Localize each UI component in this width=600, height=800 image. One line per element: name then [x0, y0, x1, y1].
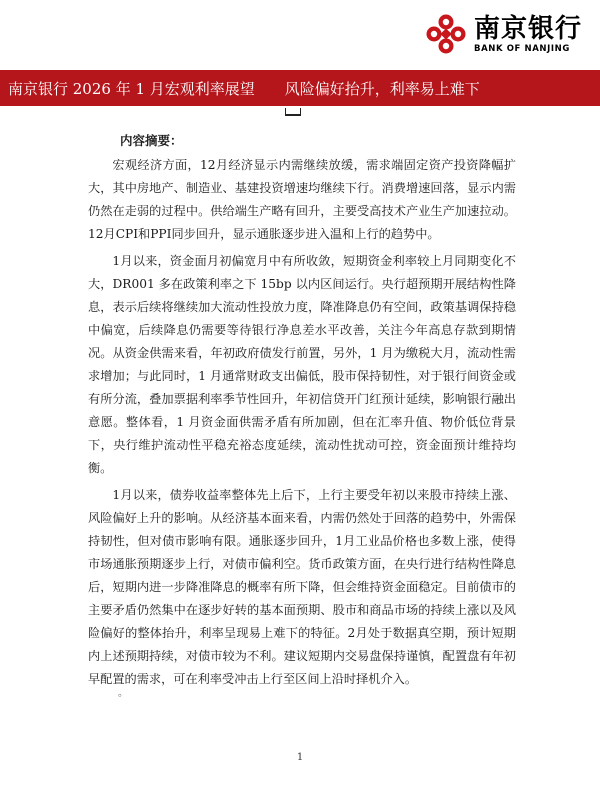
title-banner [0, 70, 600, 106]
page-header [0, 0, 600, 68]
paragraph-bonds: 1月以来，债券收益率整体先上后下，上行主要受年初以来股市持续上涨、风险偏好上升的影响。从经济基本面来看，内需仍然处于回落的趋势中，外需保持韧性，但对债市影响有限。通胀逐步回升，1月工业品价格也多数上涨，使得市场通胀预期逐步上行，对债市偏利空。货币政策方面，在央行进行结构性降息后，短期内进一步降准降息的概率有所下降，但会维持资金面稳定。目前债市的主要矛盾仍然集中在逐步好转的基本面预期、股市和商品市场的持续上涨以及风险偏好的整体抬升，利率呈现易上难下的特征。2月处于数据真空期，预计短期内上述预期持续，对债市较为不利。建议短期内交易盘保持谨慎，配置盘有年初早配置的需求，可在利率受冲击上行至区间上沿时择机介入。 [88, 488, 516, 686]
report-subtitle: 风险偏好抬升，利率易上难下 [284, 79, 480, 98]
bank-logo [424, 12, 582, 56]
report-title: 南京银行 2026 年 1 月宏观利率展望 [8, 79, 255, 98]
summary-heading: 内容摘要： [120, 133, 183, 148]
logo-chinese-name: 南京银行 [473, 14, 582, 44]
logo-text [474, 14, 582, 54]
logo-english-name: BANK OF NANJING [473, 44, 570, 54]
stray-mark: 。 [118, 688, 128, 699]
bank-of-nanjing-logo-icon [424, 12, 468, 56]
paragraph-macro: 宏观经济方面，12月经济显示内需继续放缓，需求端固定资产投资降幅扩大，其中房地产、制造业、基建投资增速均继续下行。消费增速回落，显示内需仍然在走弱的过程中。供给端生产略有回升，主要受高技术产业生产加速拉动。12月CPI和PPI同步回升，显示通胀逐步进入温和上行的趋势中。 [88, 158, 516, 241]
summary-section [88, 130, 516, 695]
paragraph-liquidity: 1月以来，资金面月初偏宽月中有所收敛，短期资金利率较上月同期变化不大，DR001 多在政策利率之下 15bp 以内区间运行。央行超预期开展结构性降息，表示后续将继续加大流动性投放力度，降准降息仍有空间，政策基调保持稳中偏宽，后续降息仍需要等待银行净息差水平改善，关注今年高息存款到期情况。从资金供需来看，年初政府债发行前置，另外，1 月为缴税大月，流动性需求增加；与此同时，1 月通常财政支出偏低，股市保持韧性，对于银行间资金或有所分流，叠加票据利率季节性回升，年初信贷开门红预计延续，影响银行融出意愿。整体看，1 月资金面供需矛盾有所加剧，但在汇率升值、物价低位背景下，央行维护流动性平稳充裕态度延续，流动性扰动可控，资金面预计维持均衡。 [88, 254, 516, 475]
bracket-marker [285, 108, 301, 116]
page-number: 1 [296, 752, 304, 763]
